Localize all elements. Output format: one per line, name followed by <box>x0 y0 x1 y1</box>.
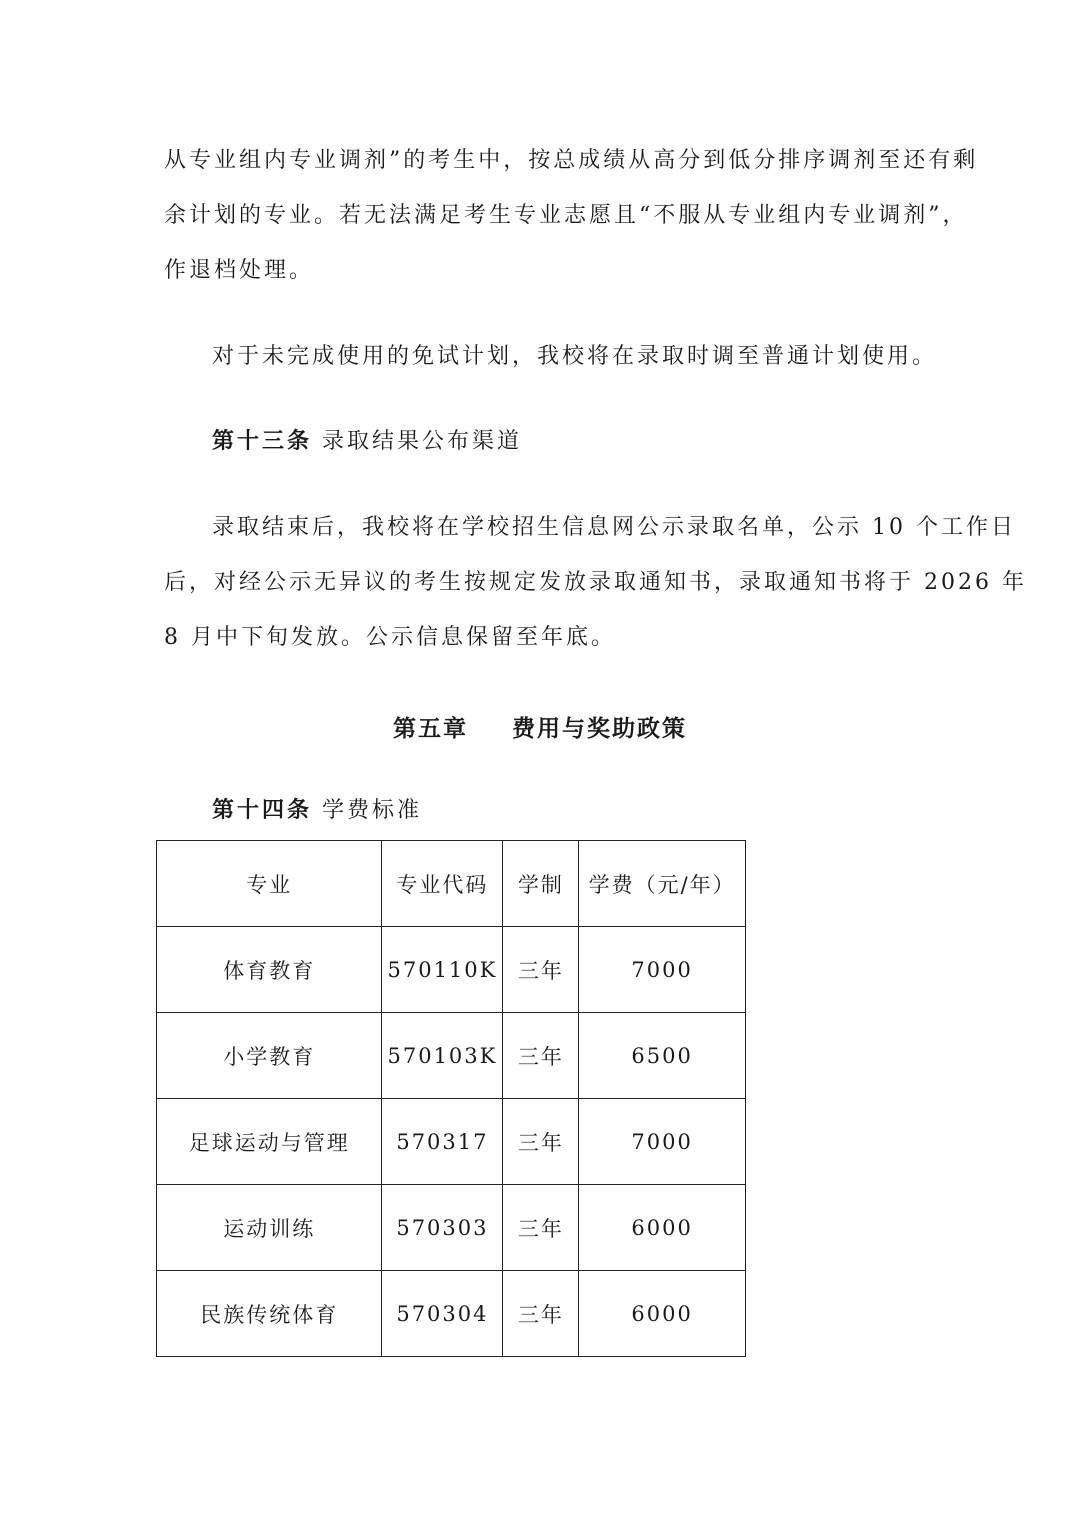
cell-duration: 三年 <box>503 1099 579 1185</box>
cell-tuition: 6000 <box>579 1185 746 1271</box>
cell-duration: 三年 <box>503 927 579 1013</box>
paragraph-line: 作退档处理。 <box>164 258 315 283</box>
cell-tuition: 7000 <box>579 1099 746 1185</box>
table-row <box>157 1099 746 1185</box>
cell-duration: 三年 <box>503 1013 579 1099</box>
cell-major: 民族传统体育 <box>157 1271 382 1357</box>
article-13-label: 第十三条 <box>212 429 313 454</box>
cell-code: 570317 <box>382 1099 503 1185</box>
paragraph-line: 录取结束后，我校将在学校招生信息网公示录取名单，公示 10 个工作日 <box>212 515 1016 540</box>
paragraph-line: 8 月中下旬发放。公示信息保留至年底。 <box>164 625 616 650</box>
cell-code: 570303 <box>382 1185 503 1271</box>
article-13-heading <box>212 427 522 457</box>
cell-tuition: 7000 <box>579 927 746 1013</box>
cell-code: 570103K <box>382 1013 503 1099</box>
article-14-label: 第十四条 <box>212 798 313 823</box>
chapter-title: 费用与奖助政策 <box>512 716 687 742</box>
fee-table <box>156 840 746 1357</box>
cell-duration: 三年 <box>503 1271 579 1357</box>
table-row <box>157 927 746 1013</box>
cell-code: 570110K <box>382 927 503 1013</box>
article-14-heading <box>212 796 422 826</box>
table-header-row <box>157 841 746 927</box>
chapter-heading <box>0 710 1080 743</box>
header-major: 专业 <box>157 841 382 927</box>
article-14-title: 学费标准 <box>322 798 423 823</box>
header-code: 专业代码 <box>382 841 503 927</box>
paragraph-line: 后，对经公示无异议的考生按规定发放录取通知书，录取通知书将于 2026 年 <box>164 570 1027 595</box>
header-tuition: 学费（元/年） <box>579 841 746 927</box>
table-row <box>157 1271 746 1357</box>
table-row <box>157 1013 746 1099</box>
cell-major: 小学教育 <box>157 1013 382 1099</box>
paragraph-line: 余计划的专业。若无法满足考生专业志愿且“不服从专业组内专业调剂”， <box>164 203 968 228</box>
cell-duration: 三年 <box>503 1185 579 1271</box>
paragraph-line: 从专业组内专业调剂”的考生中，按总成绩从高分到低分排序调剂至还有剩 <box>164 148 979 173</box>
article-13-title: 录取结果公布渠道 <box>322 429 523 454</box>
cell-major: 运动训练 <box>157 1185 382 1271</box>
cell-major: 体育教育 <box>157 927 382 1013</box>
table-row <box>157 1185 746 1271</box>
cell-code: 570304 <box>382 1271 503 1357</box>
cell-tuition: 6000 <box>579 1271 746 1357</box>
cell-tuition: 6500 <box>579 1013 746 1099</box>
cell-major: 足球运动与管理 <box>157 1099 382 1185</box>
header-duration: 学制 <box>503 841 579 927</box>
paragraph-line: 对于未完成使用的免试计划，我校将在录取时调至普通计划使用。 <box>212 344 938 369</box>
chapter-number: 第五章 <box>393 716 468 742</box>
